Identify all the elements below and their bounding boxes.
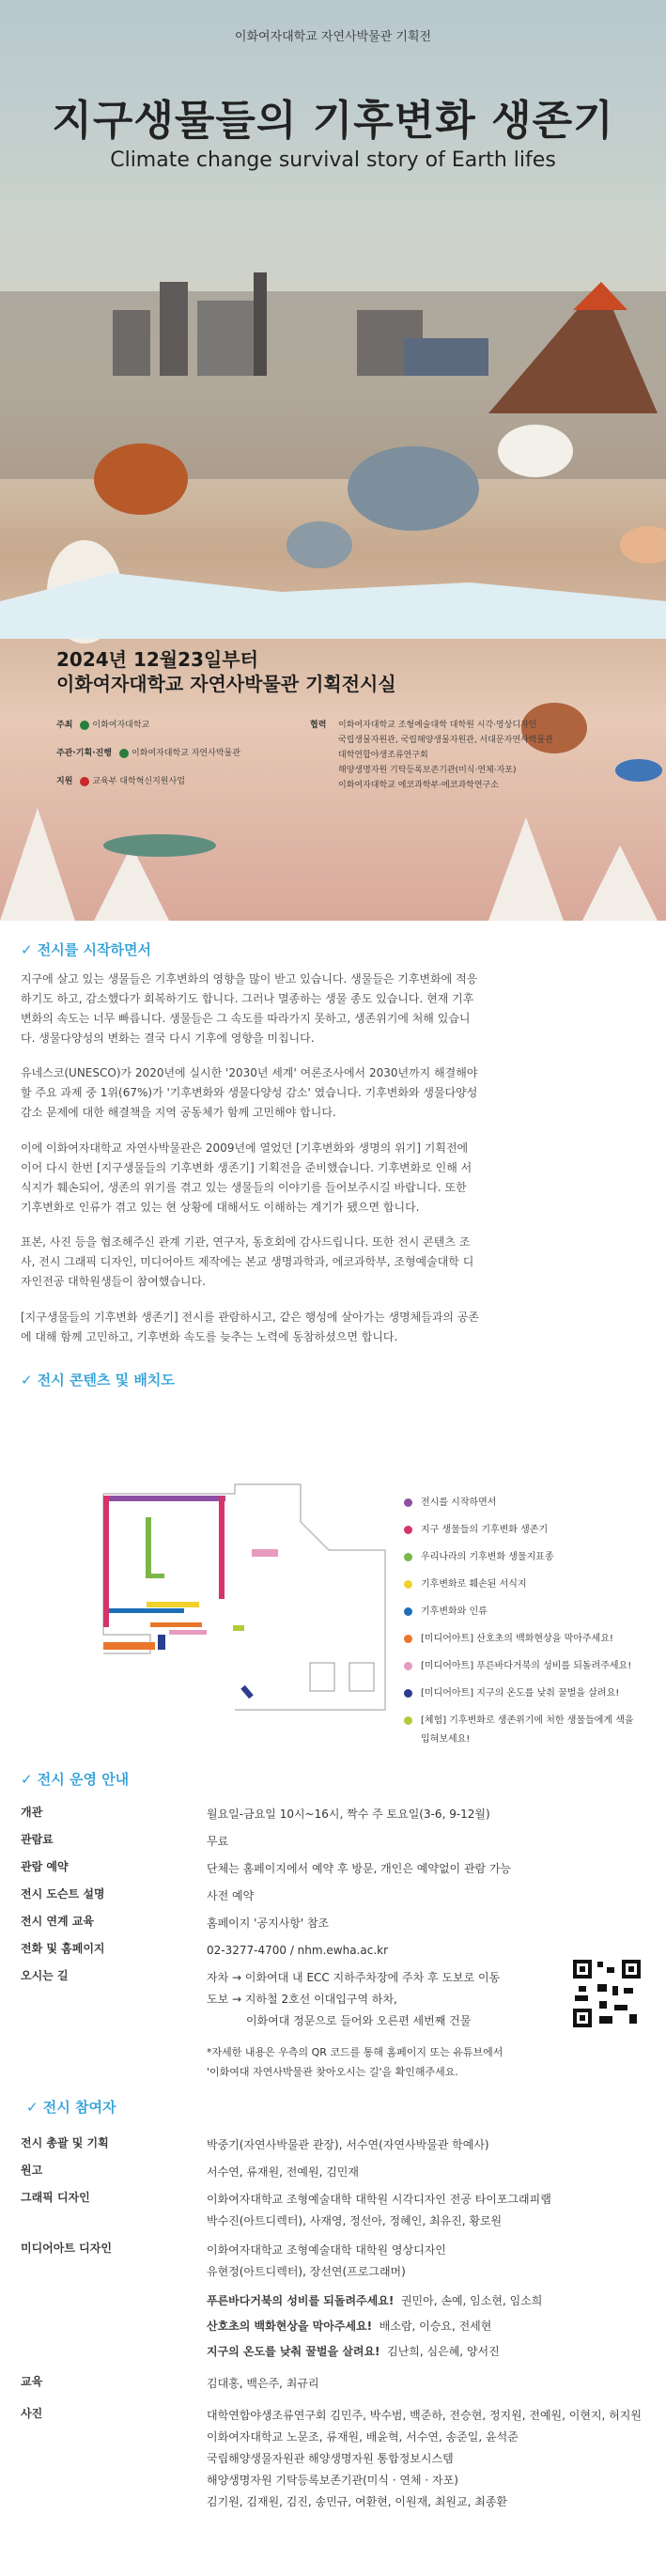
ewha-logo-icon [80,721,89,730]
intro-paragraph-2: 유네스코(UNESCO)가 2020년에 실시한 '2030년 세계' 여론조사에서 2030년까지 해결해야 할 주요 과제 중 1위(67%)가 '기후변화와 생물다양성 감소' 였습니다. 기후변화와 생물다양성 감소 문제에 대한 해결책을 지역 공동체가 함께 고민해야 합니다. [21,1066,478,1119]
legend-item: [미디어아트] 지구의 온도를 낮춰 꿀벌을 살려요! [404,1684,639,1712]
legend-item: [미디어아트] 푸른바다거북의 성비를 되돌려주세요! [404,1657,639,1684]
fish-icon [615,759,662,782]
intro-heading: ✓ 전시를 시작하면서 [21,941,151,958]
legend-item: 전시를 시작하면서 [404,1494,639,1521]
legend-item: [체험] 기후변화로 생존위기에 처한 생물들에게 색을 입혀보세요! [404,1712,639,1739]
media-credit: 푸른바다거북의 성비를 되돌려주세요! 권민아, 손예, 임소현, 임소희 [207,2294,543,2307]
media-credit: 산호초의 백화현상을 막아주세요! 배소람, 이승요, 전세현 [207,2320,492,2333]
operation-heading: ✓ 전시 운영 안내 [21,1771,130,1788]
poster-date: 2024년 12월23일부터 [56,648,258,671]
legend-item: 기후변화로 훼손된 서식지 [404,1575,639,1603]
legend-item: 지구 생물들의 기후변화 생존기 [404,1521,639,1548]
floor-plan [94,1475,395,1719]
poster-org: 이화여자대학교 자연사박물관 기획전 [234,30,432,44]
layout-legend [404,1494,639,1745]
museum-logo-icon [119,749,129,758]
media-credit: 지구의 온도를 낮춰 꿀벌을 살려요! 김난희, 심은혜, 양서진 [207,2345,500,2358]
ministry-logo-icon [80,777,89,786]
legend-item: 우리나라의 기후변화 생물지표종 [404,1548,639,1575]
intro-paragraph-1: 지구에 살고 있는 생물들은 기후변화의 영향을 많이 받고 있습니다. 생물들은 기후변화에 적응 하기도 하고, 감소했다가 회복하기도 합니다. 그러나 멸종하는 생물 종도 있습니다. 현재 기후 변화의 속도는 너무 빠릅니다. 생물들은 그 속도를 따라가지 못하고, 생존위기에 처해 있습니 다. 생물다양성의 변화는 결국 다시 기후에 영향을 미칩니다. [21,972,478,1045]
intro-paragraph-4: 표본, 사진 등을 협조해주신 관계 기관, 연구자, 동호회에 감사드립니다. 또한 전시 콘텐츠 조 사, 전시 그래픽 디자인, 미디어아트 제작에는 본교 생명과학과, 에코과학부, 조형예술대학 디 자인전공 대학원생들이 참여했습니다. [21,1235,474,1288]
layout-heading: ✓ 전시 콘텐츠 및 배치도 [21,1372,175,1389]
partners-block: 협력 이화여자대학교 조형예술대학 대학원 시각·영상디자인 국립생물자원관, 국립해양생물자원관, 서대문자연사박물관 대학연합야생조류연구회 해양생명자원 기탁등록보존기관(미식·연체·자포) 이화여자대학교 에코과학부·에코과학연구소 [310,721,553,790]
qr-code[interactable] [571,1958,643,2029]
participants-heading: ✓ 전시 참여자 [26,2099,116,2116]
credit-organizer: 주관·기획·진행 이화여자대학교 자연사박물관 [56,749,240,758]
orangutan-figure [94,443,188,515]
credit-support: 지원 교육부 대학혁신지원사업 [56,777,185,786]
intro-paragraph-5: [지구생물들의 기후변화 생존기] 전시를 관람하시고, 같은 행성에 살아가는 생명체들과의 공존 에 대해 함께 고민하고, 기후변화 속도를 늦추는 노력에 동참하셨으면 합니다. [21,1311,480,1343]
credit-host: 주최 이화여자대학교 [56,721,150,730]
elephant-figure [348,446,479,531]
poster-title: 지구생물들의 기후변화 생존기 [52,97,614,145]
poster-subtitle: Climate change survival story of Earth lifes [110,148,556,172]
poster-venue: 이화여자대학교 자연사박물관 기획전시실 [56,673,396,695]
exhibition-poster [0,0,666,921]
intro-paragraph-3: 이에 이화여자대학교 자연사박물관은 2009년에 열었던 [기후변화와 생명의 위기] 기획전에 이어 다시 한번 [지구생물들의 기후변화 생존기] 기획전을 준비했습니다. 기후변화로 인해 서 식지가 훼손되어, 생존의 위기를 겪고 있는 생물들의 이야기를 들어보주시길 바랍니다. 또한 기후변화로 인류가 겪고 있는 현 상황에 대해서도 이해하는 계기가 됐으면 합니다. [21,1141,472,1214]
operation-note: *자세한 내용은 우측의 QR 코드를 통해 홈페이지 또는 유튜브에서 '이화여대 자연사박물관 찾아오시는 길'을 확인해주세요. [207,2046,503,2078]
legend-item: [미디어아트] 산호초의 백화현상을 막아주세요! [404,1630,639,1657]
legend-item: 기후변화와 인류 [404,1603,639,1630]
panda-figure [498,425,573,477]
